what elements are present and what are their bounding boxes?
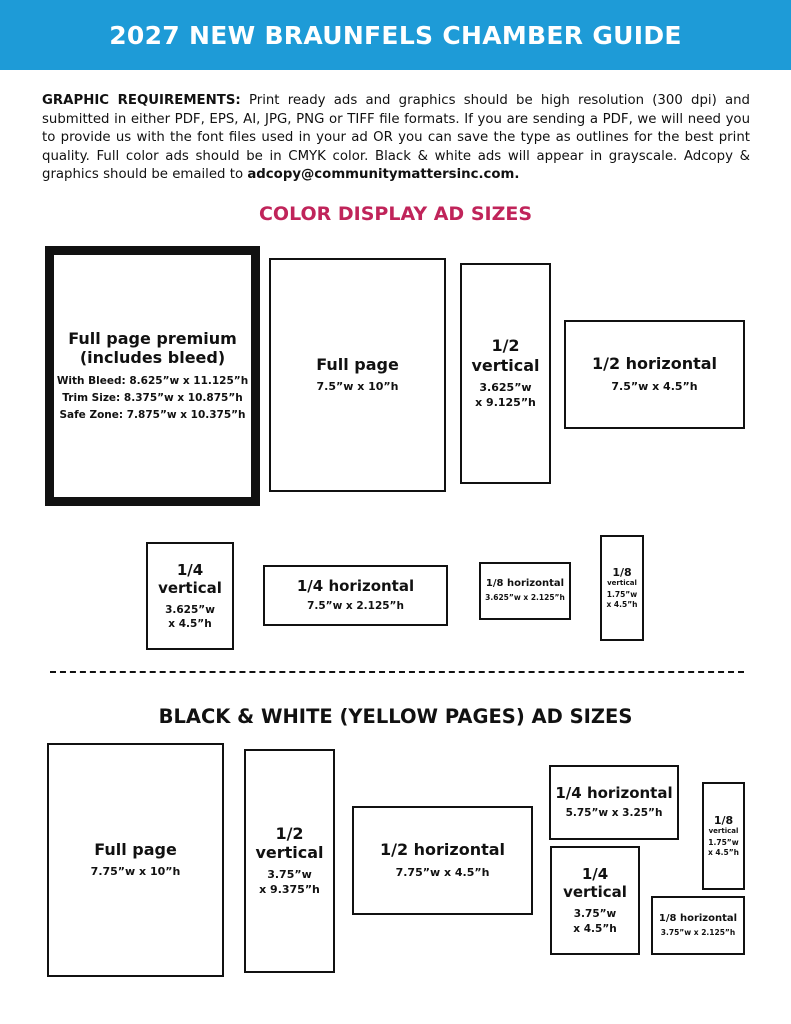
ad-label: 1/4 horizontal [296, 577, 415, 596]
bw-ad-quarter-horizontal [549, 765, 679, 840]
ad-dimensions: 1.75”w x 4.5”h [606, 590, 638, 610]
graphic-requirements [42, 92, 750, 185]
requirements-label: GRAPHIC REQUIREMENTS: [42, 93, 241, 108]
ad-dimensions: 3.625”w x 9.125”h [475, 380, 536, 409]
ad-bleed-size: With Bleed: 8.625”w x 11.125”h [56, 374, 249, 387]
color-ad-quarter-horizontal [263, 565, 448, 626]
ad-label: 1/4 horizontal [555, 784, 673, 803]
ad-label: 1/4 vertical [563, 865, 627, 902]
ad-label: 1/8 horizontal [658, 912, 738, 924]
ad-dimensions: 3.75”w x 9.375”h [259, 868, 320, 897]
color-ad-half-vertical [460, 263, 551, 484]
ad-dimensions: 7.5”w x 2.125”h [307, 600, 404, 613]
requirements-body: Print ready ads and graphics should be high resolution (300 dpi) and submitted in either PDF, EPS, AI, JPG, PNG or TIFF file formats. If you are sending a PDF, we will need you to provide us with the font files used in your ad OR you can save the type as outlines for the best print quality. Full color ads should be in CMYK color. Black & white ads will appear in grayscale. Adcopy & graphics should be emailed to [42, 93, 750, 182]
ad-dimensions: 7.5”w x 10”h [316, 380, 399, 394]
ad-trim-size: Trim Size: 8.375”w x 10.875”h [62, 391, 243, 404]
ad-label: 1/2 vertical [471, 336, 540, 375]
bw-ad-half-vertical [244, 749, 335, 973]
ad-label: Full page [316, 354, 399, 374]
ad-label: 1/8 [713, 813, 734, 827]
bw-section-title: BLACK & WHITE (YELLOW PAGES) AD SIZES [158, 705, 633, 728]
ad-label: Full page premium (includes bleed) [68, 328, 237, 367]
color-ad-full-page [269, 258, 446, 492]
ad-dimensions: 7.5”w x 4.5”h [611, 379, 698, 393]
ad-label: 1/2 vertical [255, 823, 324, 863]
bw-ad-full-page [47, 743, 224, 977]
color-ad-eighth-horizontal [479, 562, 571, 620]
bw-ad-eighth-vertical [702, 782, 745, 890]
color-ad-full-page-premium [45, 246, 260, 506]
ad-dimensions: 7.75”w x 10”h [90, 865, 181, 879]
ad-label: 1/8 horizontal [485, 578, 565, 590]
ad-dimensions: 5.75”w x 3.25”h [565, 807, 663, 820]
bw-ad-quarter-vertical [550, 846, 640, 955]
color-section-title: COLOR DISPLAY AD SIZES [258, 203, 533, 225]
bw-ad-half-horizontal [352, 806, 533, 915]
ad-label: 1/4 vertical [158, 560, 222, 597]
page-title: 2027 NEW BRAUNFELS CHAMBER GUIDE [0, 0, 791, 70]
ad-sublabel: vertical [708, 826, 739, 835]
bw-ad-eighth-horizontal [651, 896, 745, 955]
section-divider [50, 671, 744, 673]
ad-dimensions: 3.75”w x 2.125”h [660, 927, 736, 937]
ad-label: 1/8 [612, 565, 632, 579]
color-ad-eighth-vertical [600, 535, 644, 641]
ad-dimensions: 3.625”w x 4.5”h [165, 603, 215, 630]
requirements-email: adcopy@communitymattersinc.com. [247, 167, 520, 182]
ad-sublabel: vertical [607, 578, 637, 587]
ad-dimensions: 7.75”w x 4.5”h [395, 865, 490, 879]
ad-dimensions: 3.75”w x 4.5”h [573, 908, 617, 935]
ad-label: 1/2 horizontal [379, 840, 506, 860]
ad-label: Full page [94, 839, 177, 859]
ad-dimensions: 1.75”w x 4.5”h [707, 838, 739, 858]
ad-safe-zone: Safe Zone: 7.875”w x 10.375”h [59, 408, 246, 421]
ad-dimensions: 3.625”w x 2.125”h [485, 593, 565, 603]
color-ad-half-horizontal [564, 320, 745, 429]
color-ad-quarter-vertical [146, 542, 234, 650]
ad-label: 1/2 horizontal [591, 354, 718, 374]
